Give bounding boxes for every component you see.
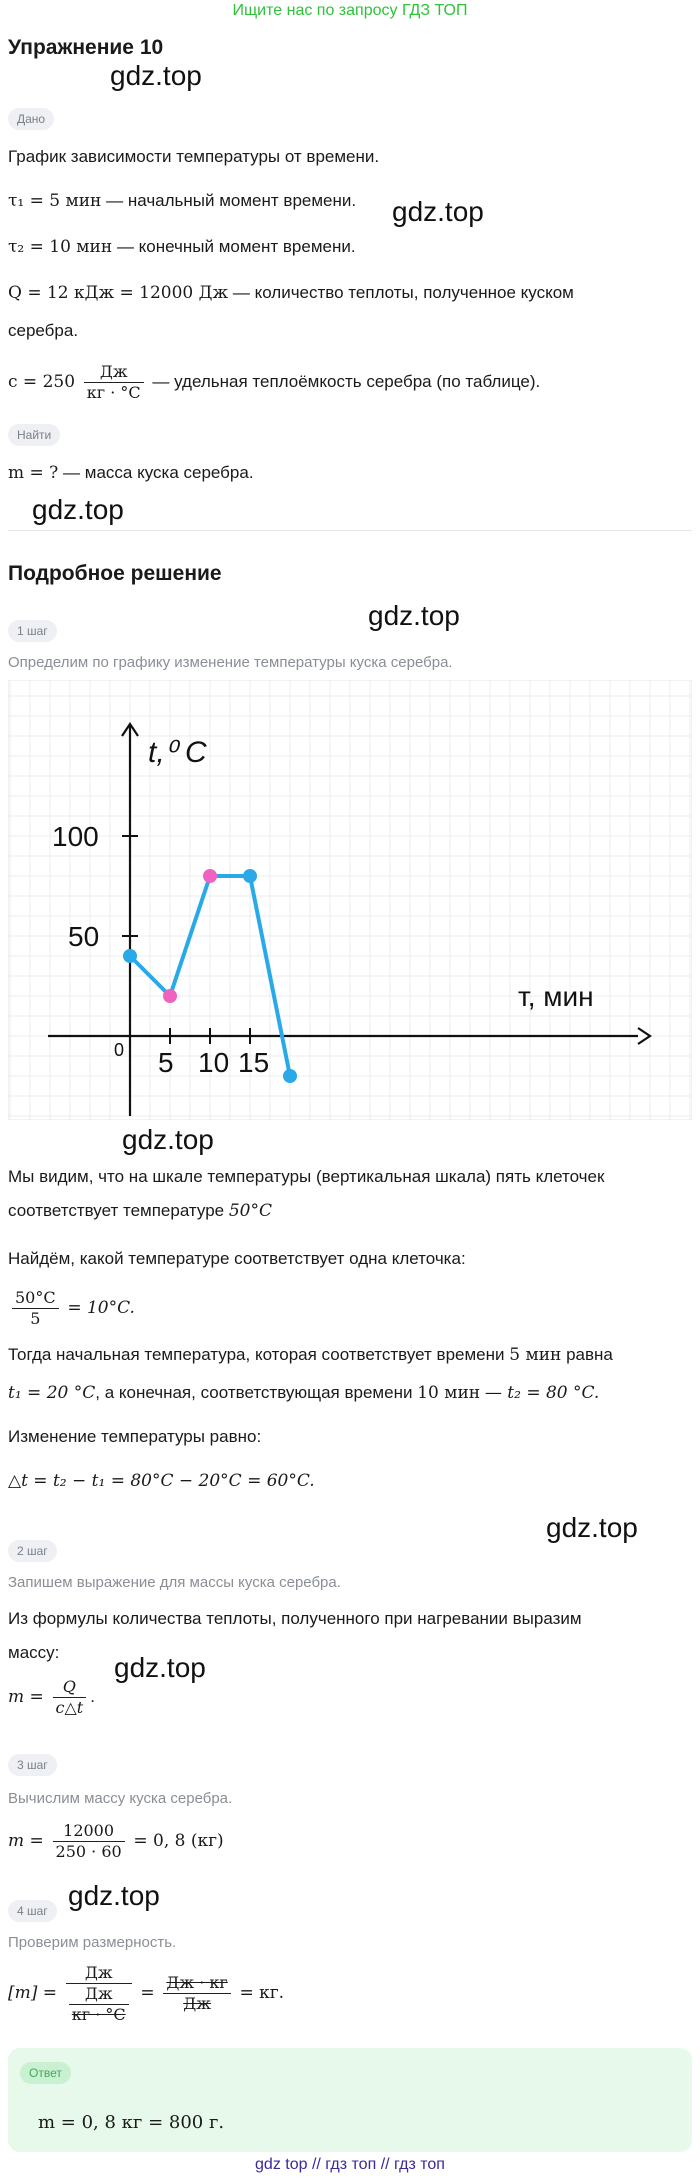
fraction-num: 12000 [53, 1821, 125, 1842]
given-line [8, 188, 356, 214]
paragraph: Мы видим, что на шкале температуры (вертикальная шкала) пять клеточек [8, 1167, 605, 1186]
watermark: gdz.top [32, 494, 124, 525]
find-line [8, 460, 254, 486]
given-line [8, 360, 540, 404]
answer-chip: Ответ [20, 2062, 71, 2084]
temperature-chart [8, 680, 692, 1120]
watermark: gdz.top [110, 60, 202, 91]
equation [8, 1284, 135, 1332]
watermark: gdz.top [392, 196, 484, 227]
equation-left: m = [8, 1687, 44, 1707]
given-line [8, 234, 356, 260]
page-title: Упражнение 10 [8, 36, 164, 59]
step-hint: Определим по графику изменение температуры куска серебра. [8, 654, 453, 671]
step-chip: 2 шаг [8, 1540, 57, 1562]
watermark: gdz.top [114, 1652, 206, 1683]
given-text: — начальный момент времени. [106, 191, 357, 210]
fraction-den [66, 1984, 132, 2025]
fraction-num: Дж [66, 1963, 132, 1984]
equation-end: . [90, 1687, 95, 1706]
data-point [283, 1069, 297, 1083]
equation-end: = кг. [239, 1983, 285, 2003]
equation-left: [m] = [8, 1983, 58, 2003]
data-point [243, 869, 257, 883]
step-hint: Вычислим массу куска серебра. [8, 1790, 233, 1807]
watermark: gdz.top [68, 1880, 160, 1911]
chart-grid [8, 680, 692, 1120]
watermark: gdz.top [368, 600, 460, 631]
footer-links[interactable]: gdz top // гдз топ // гдз топ [255, 2156, 445, 2173]
data-point [123, 949, 137, 963]
fraction-den: c△t [55, 1698, 84, 1718]
fraction-num: 50°C [12, 1288, 59, 1309]
math-5min: 5 мин [509, 1345, 562, 1365]
origin-label: 0 [114, 1040, 125, 1060]
find-text: — масса куска серебра. [63, 463, 254, 482]
fraction [66, 1963, 132, 2025]
y-axis-label: t,⁰ C [148, 736, 207, 769]
paragraph: массу: [8, 1643, 60, 1662]
x-tick-label: 5 [158, 1047, 174, 1078]
answer-box [8, 2048, 692, 2152]
fraction-num [163, 1973, 230, 1994]
given-chip: Дано [8, 108, 54, 130]
struck-text: Дж · кг [166, 1973, 228, 1993]
paragraph: Изменение температуры равно: [8, 1427, 262, 1446]
answer-text: m = 0, 8 кг = 800 г. [38, 2112, 225, 2133]
y-tick-label: 100 [52, 821, 99, 852]
math-c: c = 250 [8, 372, 76, 392]
fraction [84, 362, 144, 403]
fraction-num: Дж [69, 1984, 129, 2005]
given-line: серебра. [8, 321, 79, 340]
watermark: gdz.top [122, 1124, 214, 1155]
fraction [53, 1677, 87, 1718]
paragraph-text: Тогда начальная температура, которая соответствует времени [8, 1345, 505, 1364]
equation-rest: = 10°C. [67, 1298, 135, 1318]
given-line: График зависимости температуры от времени. [8, 147, 380, 166]
paragraph-text: , а конечная, соответствующая времени [95, 1383, 413, 1402]
given-text: — удельная теплоёмкость серебра (по таблице). [152, 372, 541, 391]
step-hint: Проверим размерность. [8, 1934, 177, 1951]
step-hint: Запишем выражение для массы куска серебра. [8, 1574, 341, 1591]
x-tick-label: 10 [198, 1047, 230, 1078]
equation [8, 1818, 224, 1864]
data-point [163, 989, 177, 1003]
divider [8, 530, 692, 531]
fraction-den: Дж [183, 1994, 211, 2014]
step-chip: 3 шаг [8, 1754, 57, 1776]
paragraph [8, 1198, 272, 1224]
step-chip: 1 шаг [8, 620, 57, 642]
paragraph [8, 1342, 613, 1368]
equation [8, 1674, 95, 1720]
math-50c: 50°C [228, 1201, 272, 1221]
fraction [53, 1821, 125, 1862]
equation-delta-t: △t = t₂ − t₁ = 80°C − 20°C = 60°C. [8, 1471, 315, 1491]
equation-rest: = 0, 8 (кг) [133, 1831, 224, 1851]
data-point [203, 869, 217, 883]
equation [8, 1468, 315, 1494]
fraction-den: кг · °C [86, 383, 141, 403]
given-line [8, 280, 574, 306]
x-axis-label: т, мин [518, 981, 594, 1012]
fraction [12, 1288, 59, 1329]
fraction [163, 1973, 230, 2014]
fraction-num: Дж [84, 362, 144, 383]
given-text: — количество теплоты, полученное куском [232, 283, 574, 302]
math-tau1: τ₁ = 5 мин [8, 191, 102, 211]
math-q: Q = 12 кДж = 12000 Дж [8, 283, 229, 303]
paragraph: Из формулы количества теплоты, полученного при нагревании выразим [8, 1609, 582, 1628]
fraction-den: 5 [30, 1309, 41, 1329]
fraction-den: 250 · 60 [55, 1842, 122, 1862]
paragraph [8, 1380, 599, 1406]
math-m: m = ? [8, 463, 59, 483]
fraction-num: Q [53, 1677, 87, 1698]
fraction-den: кг · °C [71, 2004, 126, 2024]
fraction [69, 1984, 129, 2025]
paragraph-text: соответствует температуре [8, 1201, 225, 1220]
paragraph: Найдём, какой температуре соответствует одна клеточка: [8, 1249, 466, 1268]
x-tick-label: 15 [238, 1047, 270, 1078]
solution-heading: Подробное решение [8, 562, 222, 585]
find-chip: Найти [8, 424, 60, 446]
watermark: gdz.top [546, 1512, 638, 1543]
step-chip: 4 шаг [8, 1900, 57, 1922]
paragraph-text: равна [566, 1345, 613, 1364]
equation: [m] = $\frac{Дж}{\frac{Дж}{кг \cdot ^\circ C}}$ = $\frac{Дж \cdot кг}{Дж}$ = кг. [8, 1962, 285, 2024]
y-tick-label: 50 [68, 921, 100, 952]
given-text: — конечный момент времени. [116, 237, 356, 256]
math-tau2: τ₂ = 10 мин [8, 237, 113, 257]
top-banner: Ищите нас по запросу ГДЗ ТОП [232, 2, 468, 19]
math-t1: t₁ = 20 °C [8, 1383, 96, 1403]
math-10min: 10 мин [417, 1383, 481, 1403]
equation-left: m = [8, 1831, 44, 1851]
math-t2: — t₂ = 80 °C. [484, 1383, 600, 1403]
